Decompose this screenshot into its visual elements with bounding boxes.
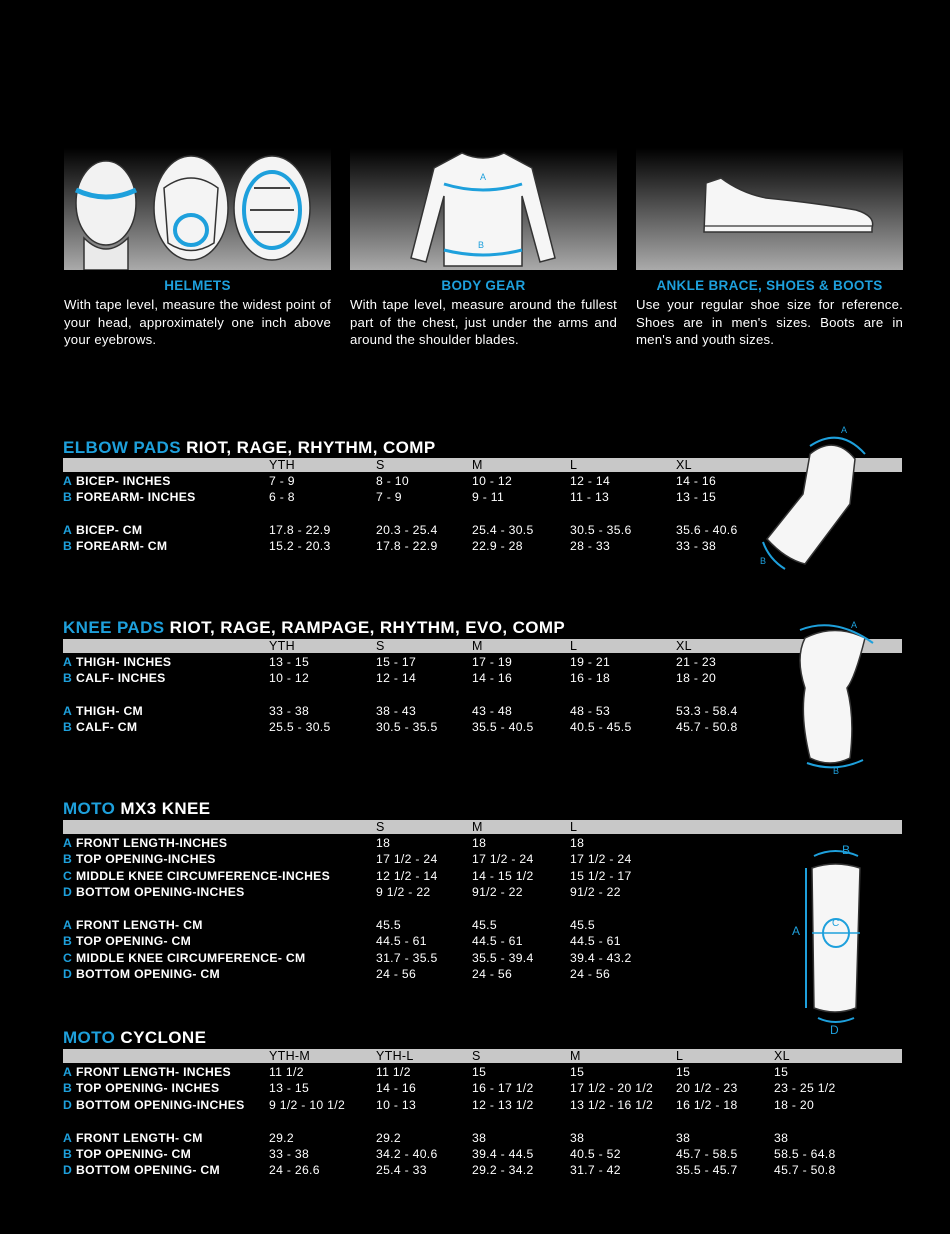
table-cell: 15 [472, 1065, 487, 1079]
measure-label: MIDDLE KNEE CIRCUMFERENCE-INCHES [76, 869, 331, 883]
table-cell: 45.7 - 58.5 [676, 1147, 738, 1161]
table-cell: 12 - 14 [376, 671, 417, 685]
table-row [63, 655, 902, 671]
elbow-size-header: XL [676, 458, 692, 472]
helmets-title: HELMETS [164, 278, 231, 293]
table-row [63, 918, 902, 934]
table-cell: 16 1/2 - 18 [676, 1098, 738, 1112]
table-row [63, 951, 902, 967]
table-cell: 18 - 20 [676, 671, 717, 685]
measure-label: BOTTOM OPENING-INCHES [76, 885, 245, 899]
cyclone-size-header: S [472, 1049, 481, 1063]
knee-pad-icon [785, 618, 900, 778]
knee-size-header: XL [676, 639, 692, 653]
table-cell: 20 1/2 - 23 [676, 1081, 738, 1095]
table-cell: 18 - 20 [774, 1098, 815, 1112]
measure-letter: B [63, 490, 73, 504]
elbow-size-header: S [376, 458, 385, 472]
measure-label: BICEP- INCHES [76, 474, 171, 488]
body-gear-card [350, 148, 617, 270]
table-cell: 17 1/2 - 20 1/2 [570, 1081, 654, 1095]
cyclone-size-header: YTH-M [269, 1049, 311, 1063]
table-cell: 16 - 18 [570, 671, 611, 685]
body-gear-text: With tape level, measure around the fullest part of the chest, just under the arms and around the shoulder blades. [350, 297, 617, 347]
measure-label: THIGH- CM [76, 704, 144, 718]
knee-title-accent: KNEE PADS [63, 618, 165, 637]
table-cell: 43 - 48 [472, 704, 513, 718]
table-cell: 31.7 - 35.5 [376, 951, 438, 965]
table-cell: 30.5 - 35.6 [570, 523, 632, 537]
table-cell: 40.5 - 45.5 [570, 720, 632, 734]
cyclone-size-header: L [676, 1049, 684, 1063]
table-row [63, 967, 902, 983]
table-cell: 9 1/2 - 10 1/2 [269, 1098, 346, 1112]
table-cell: 11 1/2 [376, 1065, 411, 1079]
table-cell: 14 - 16 [676, 474, 717, 488]
helmet-icon [64, 148, 331, 270]
table-cell: 44.5 - 61 [472, 934, 523, 948]
table-cell: 25.4 - 30.5 [472, 523, 534, 537]
table-cell: 21 - 23 [676, 655, 717, 669]
mx3-mark-b: B [842, 843, 851, 857]
table-cell: 48 - 53 [570, 704, 611, 718]
measure-label: CALF- INCHES [76, 671, 166, 685]
knee-mark-a: A [851, 620, 858, 630]
table-cell: 91/2 - 22 [472, 885, 523, 899]
measure-letter: B [63, 852, 73, 866]
measure-label: BOTTOM OPENING- CM [76, 1163, 220, 1177]
table-cell: 35.5 - 39.4 [472, 951, 534, 965]
helmet-card [64, 148, 331, 270]
measure-label: BOTTOM OPENING-INCHES [76, 1098, 245, 1112]
table-cell: 13 1/2 - 16 1/2 [570, 1098, 654, 1112]
table-cell: 40.5 - 52 [570, 1147, 621, 1161]
measure-letter: B [63, 539, 73, 553]
measure-letter: A [63, 655, 73, 669]
table-cell: 24 - 56 [570, 967, 611, 981]
table-cell: 44.5 - 61 [570, 934, 621, 948]
knee-size-header: L [570, 639, 578, 653]
shirt-icon [350, 148, 617, 270]
table-row [63, 869, 902, 885]
body-gear-title: BODY GEAR [441, 278, 526, 293]
measure-letter: B [63, 1081, 73, 1095]
measure-letter: A [63, 523, 73, 537]
helmets-text: With tape level, measure the widest point of your head, approximately one inch above your eyebrows. [64, 297, 331, 347]
elbow-title-models: RIOT, RAGE, RHYTHM, COMP [186, 438, 436, 457]
elbow-pad-icon [755, 424, 895, 574]
table-row [63, 1147, 902, 1163]
shoe-card [636, 148, 903, 270]
table-cell: 53.3 - 58.4 [676, 704, 738, 718]
elbow-size-header: M [472, 458, 483, 472]
table-cell: 38 [774, 1131, 789, 1145]
shoes-title: ANKLE BRACE, SHOES & BOOTS [656, 278, 883, 293]
table-cell: 19 - 21 [570, 655, 611, 669]
table-row [63, 836, 902, 852]
table-cell: 12 - 14 [570, 474, 611, 488]
table-row [63, 704, 902, 720]
table-row [63, 1163, 902, 1179]
table-cell: 33 - 38 [269, 1147, 310, 1161]
table-cell: 10 - 13 [376, 1098, 417, 1112]
mx3-mark-a: A [792, 924, 801, 938]
knee-title-models: RIOT, RAGE, RAMPAGE, RHYTHM, EVO, COMP [169, 618, 566, 637]
mx3-size-header: L [570, 820, 578, 834]
mx3-title-accent: MOTO [63, 799, 116, 818]
table-cell: 24 - 26.6 [269, 1163, 320, 1177]
knee-title [63, 618, 565, 638]
mx3-size-header: S [376, 820, 385, 834]
table-cell: 23 - 25 1/2 [774, 1081, 836, 1095]
table-cell: 24 - 56 [472, 967, 513, 981]
cyclone-size-header: YTH-L [376, 1049, 414, 1063]
table-cell: 15 [676, 1065, 691, 1079]
table-cell: 58.5 - 64.8 [774, 1147, 836, 1161]
cyclone-title [63, 1028, 206, 1048]
elbow-mark-a: A [841, 425, 848, 435]
measure-label: BICEP- CM [76, 523, 143, 537]
measure-label: FRONT LENGTH-INCHES [76, 836, 228, 850]
table-cell: 38 - 43 [376, 704, 417, 718]
table-cell: 33 - 38 [269, 704, 310, 718]
table-row [63, 1098, 902, 1114]
elbow-size-header: L [570, 458, 578, 472]
table-row [63, 1065, 902, 1081]
table-cell: 29.2 - 34.2 [472, 1163, 534, 1177]
measure-letter: D [63, 1163, 73, 1177]
table-cell: 39.4 - 43.2 [570, 951, 632, 965]
measure-label: TOP OPENING- CM [76, 934, 192, 948]
table-cell: 45.7 - 50.8 [676, 720, 738, 734]
measure-letter: A [63, 1065, 73, 1079]
table-cell: 18 [472, 836, 487, 850]
measure-letter: A [63, 918, 73, 932]
table-cell: 8 - 10 [376, 474, 409, 488]
measure-letter: C [63, 951, 73, 965]
table-cell: 35.5 - 45.7 [676, 1163, 738, 1177]
table-cell: 15 - 17 [376, 655, 417, 669]
cyclone-size-header: XL [774, 1049, 790, 1063]
cyclone-size-header: M [570, 1049, 581, 1063]
table-cell: 25.5 - 30.5 [269, 720, 331, 734]
table-row [63, 934, 902, 950]
knee-mark-b: B [833, 766, 840, 776]
table-row [63, 885, 902, 901]
table-cell: 17 1/2 - 24 [472, 852, 534, 866]
measure-label: FRONT LENGTH- INCHES [76, 1065, 231, 1079]
measure-label: TOP OPENING- CM [76, 1147, 192, 1161]
table-row [63, 1081, 902, 1097]
table-row [63, 852, 902, 868]
table-cell: 15 1/2 - 17 [570, 869, 632, 883]
table-cell: 9 1/2 - 22 [376, 885, 431, 899]
table-cell: 22.9 - 28 [472, 539, 523, 553]
table-row [63, 720, 902, 736]
mx3-mark-c: C [832, 918, 840, 929]
table-cell: 13 - 15 [269, 655, 310, 669]
table-cell: 31.7 - 42 [570, 1163, 621, 1177]
table-cell: 17 1/2 - 24 [376, 852, 438, 866]
table-cell: 6 - 8 [269, 490, 295, 504]
table-cell: 11 1/2 [269, 1065, 304, 1079]
table-cell: 14 - 16 [376, 1081, 417, 1095]
mx3-title [63, 799, 211, 819]
table-cell: 10 - 12 [472, 474, 513, 488]
table-cell: 11 - 13 [570, 490, 610, 504]
measure-label: THIGH- INCHES [76, 655, 172, 669]
table-cell: 13 - 15 [269, 1081, 310, 1095]
table-cell: 15.2 - 20.3 [269, 539, 331, 553]
cyclone-title-accent: MOTO [63, 1028, 116, 1047]
measure-label: TOP OPENING- INCHES [76, 1081, 220, 1095]
mx3-title-models: MX3 KNEE [120, 799, 211, 818]
measure-letter: A [63, 1131, 73, 1145]
table-cell: 25.4 - 33 [376, 1163, 427, 1177]
mx3-size-header: M [472, 820, 483, 834]
table-cell: 18 [376, 836, 391, 850]
measure-letter: B [63, 671, 73, 685]
table-cell: 45.5 [472, 918, 497, 932]
table-cell: 20.3 - 25.4 [376, 523, 438, 537]
measure-letter: A [63, 474, 73, 488]
measure-label: FOREARM- CM [76, 539, 168, 553]
measure-letter: D [63, 885, 73, 899]
measure-label: FRONT LENGTH- CM [76, 1131, 203, 1145]
measure-label: CALF- CM [76, 720, 138, 734]
elbow-title [63, 438, 436, 458]
table-cell: 29.2 [376, 1131, 401, 1145]
table-cell: 38 [472, 1131, 487, 1145]
table-cell: 17 - 19 [472, 655, 513, 669]
knee-size-header: S [376, 639, 385, 653]
table-cell: 17 1/2 - 24 [570, 852, 632, 866]
mx3-knee-icon [790, 838, 880, 1038]
table-cell: 39.4 - 44.5 [472, 1147, 534, 1161]
table-cell: 29.2 [269, 1131, 294, 1145]
table-cell: 35.6 - 40.6 [676, 523, 738, 537]
knee-size-header: YTH [269, 639, 295, 653]
table-cell: 33 - 38 [676, 539, 717, 553]
table-cell: 15 [570, 1065, 585, 1079]
table-cell: 7 - 9 [376, 490, 402, 504]
measure-label: BOTTOM OPENING- CM [76, 967, 220, 981]
table-cell: 12 1/2 - 14 [376, 869, 438, 883]
measure-label: FRONT LENGTH- CM [76, 918, 203, 932]
table-row [63, 1131, 902, 1147]
table-cell: 9 - 11 [472, 490, 505, 504]
table-cell: 38 [676, 1131, 691, 1145]
measure-letter: B [63, 934, 73, 948]
measure-label: TOP OPENING-INCHES [76, 852, 216, 866]
table-cell: 35.5 - 40.5 [472, 720, 534, 734]
table-cell: 16 - 17 1/2 [472, 1081, 534, 1095]
shoe-icon [636, 148, 903, 270]
table-cell: 34.2 - 40.6 [376, 1147, 438, 1161]
table-cell: 14 - 16 [472, 671, 513, 685]
table-cell: 12 - 13 1/2 [472, 1098, 534, 1112]
mx3-mark-d: D [830, 1023, 839, 1037]
shirt-mark-b: B [478, 240, 485, 250]
measure-letter: A [63, 836, 73, 850]
table-cell: 28 - 33 [570, 539, 611, 553]
elbow-mark-b: B [760, 556, 767, 566]
measure-letter: B [63, 720, 73, 734]
table-cell: 7 - 9 [269, 474, 295, 488]
table-cell: 18 [570, 836, 585, 850]
measure-letter: D [63, 1098, 73, 1112]
table-cell: 17.8 - 22.9 [269, 523, 331, 537]
table-cell: 10 - 12 [269, 671, 310, 685]
table-cell: 17.8 - 22.9 [376, 539, 438, 553]
measure-letter: D [63, 967, 73, 981]
table-cell: 38 [570, 1131, 585, 1145]
table-row [63, 671, 902, 687]
table-cell: 13 - 15 [676, 490, 717, 504]
measure-label: MIDDLE KNEE CIRCUMFERENCE- CM [76, 951, 306, 965]
shoes-text: Use your regular shoe size for reference. Shoes are in men's sizes. Boots are in men's and youth sizes. [636, 297, 903, 347]
elbow-title-accent: ELBOW PADS [63, 438, 181, 457]
cyclone-title-models: CYCLONE [120, 1028, 207, 1047]
table-cell: 44.5 - 61 [376, 934, 427, 948]
table-cell: 24 - 56 [376, 967, 417, 981]
table-cell: 15 [774, 1065, 789, 1079]
table-cell: 14 - 15 1/2 [472, 869, 534, 883]
measure-letter: B [63, 1147, 73, 1161]
table-cell: 30.5 - 35.5 [376, 720, 438, 734]
knee-size-header: M [472, 639, 483, 653]
measure-label: FOREARM- INCHES [76, 490, 196, 504]
measure-letter: C [63, 869, 73, 883]
table-cell: 91/2 - 22 [570, 885, 621, 899]
shirt-mark-a: A [480, 172, 487, 182]
table-cell: 45.5 [376, 918, 401, 932]
elbow-size-header: YTH [269, 458, 295, 472]
table-cell: 45.7 - 50.8 [774, 1163, 836, 1177]
measure-letter: A [63, 704, 73, 718]
table-cell: 45.5 [570, 918, 595, 932]
